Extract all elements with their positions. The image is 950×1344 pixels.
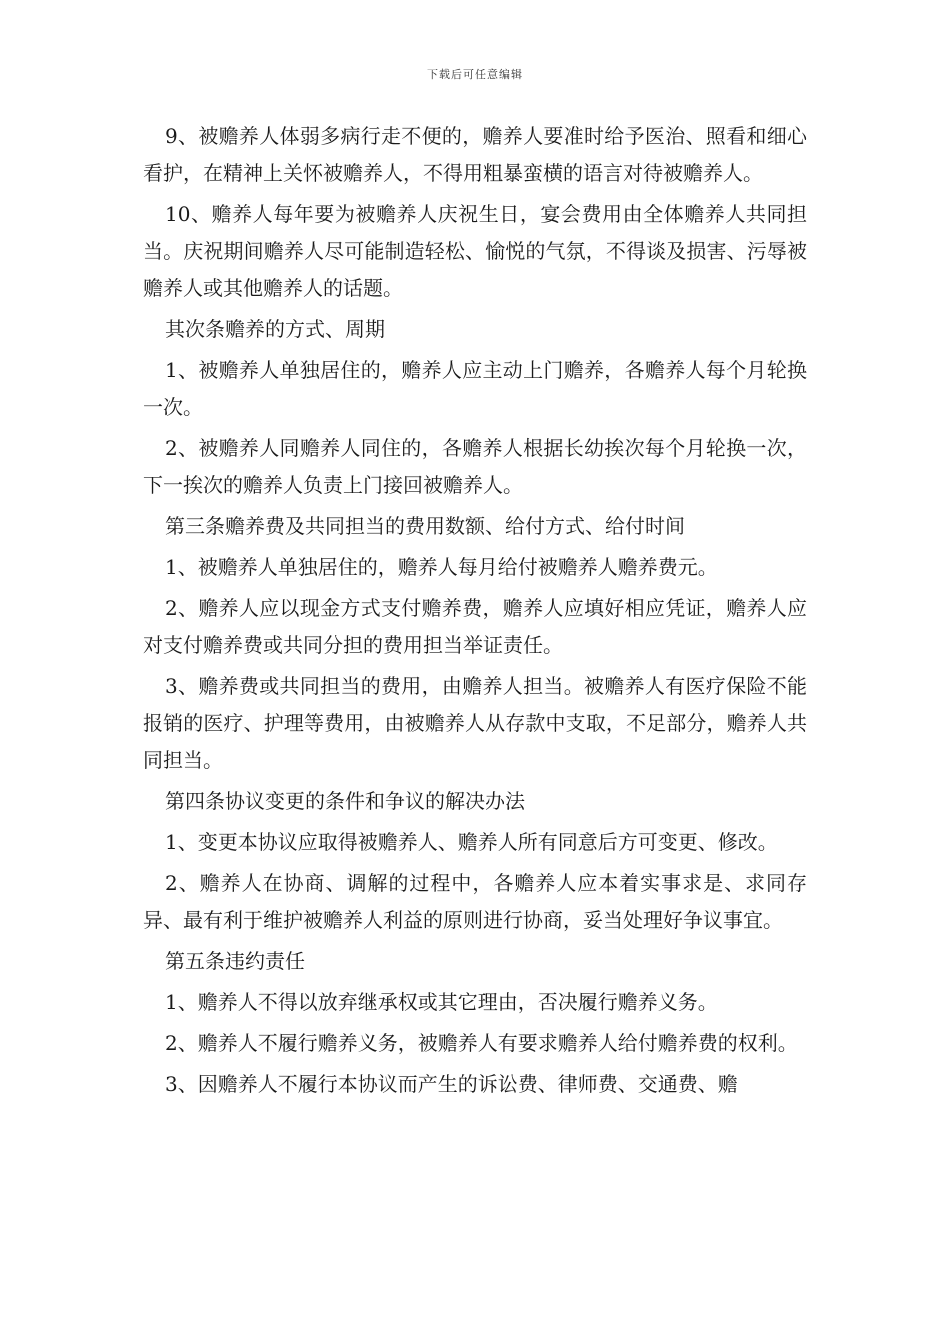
section-heading-3: 第三条赡养费及共同担当的费用数额、给付方式、给付时间 xyxy=(165,514,685,538)
paragraph-2-2: 2、被赡养人同赡养人同住的，各赡养人根据长幼挨次每个月轮换一次，下一挨次的赡养人负责上门接回被赡养人。 xyxy=(143,436,807,497)
paragraph-4-1: 1、变更本协议应取得被赡养人、赡养人所有同意后方可变更、修改。 xyxy=(165,830,778,854)
paragraph-5-1: 1、赡养人不得以放弃继承权或其它理由，否决履行赡养义务。 xyxy=(165,990,718,1014)
section-heading-2: 其次条赡养的方式、周期 xyxy=(165,317,385,341)
paragraph-10: 10、赡养人每年要为被赡养人庆祝生日，宴会费用由全体赡养人共同担当。庆祝期间赡养人尽可能制造轻松、愉悦的气氛，不得谈及损害、污辱被赡养人或其他赡养人的话题。 xyxy=(143,202,807,300)
paragraph-3-1: 1、被赡养人单独居住的，赡养人每月给付被赡养人赡养费元。 xyxy=(165,555,718,579)
paragraph-9: 9、被赡养人体弱多病行走不便的，赡养人要准时给予医治、照看和细心看护，在精神上关怀被赡养人，不得用粗暴蛮横的语言对待被赡养人。 xyxy=(143,124,807,185)
paragraph-5-3: 3、因赡养人不履行本协议而产生的诉讼费、律师费、交通费、赡 xyxy=(165,1072,738,1096)
paragraph-3-3: 3、赡养费或共同担当的费用，由赡养人担当。被赡养人有医疗保险不能报销的医疗、护理等费用，由被赡养人从存款中支取，不足部分，赡养人共同担当。 xyxy=(143,674,807,772)
section-heading-5: 第五条违约责任 xyxy=(165,949,305,973)
paragraph-3-2: 2、赡养人应以现金方式支付赡养费，赡养人应填好相应凭证，赡养人应对支付赡养费或共同分担的费用担当举证责任。 xyxy=(143,596,807,657)
paragraph-5-2: 2、赡养人不履行赡养义务，被赡养人有要求赡养人给付赡养费的权利。 xyxy=(165,1031,798,1055)
paragraph-4-2: 2、赡养人在协商、调解的过程中，各赡养人应本着实事求是、求同存异、最有利于维护被赡养人利益的原则进行协商，妥当处理好争议事宜。 xyxy=(143,871,807,932)
paragraph-2-1: 1、被赡养人单独居住的，赡养人应主动上门赡养，各赡养人每个月轮换一次。 xyxy=(143,358,807,419)
document-body xyxy=(143,118,807,1107)
section-heading-4: 第四条协议变更的条件和争议的解决办法 xyxy=(165,789,525,813)
page-header-note: 下载后可任意编辑 xyxy=(427,68,523,81)
